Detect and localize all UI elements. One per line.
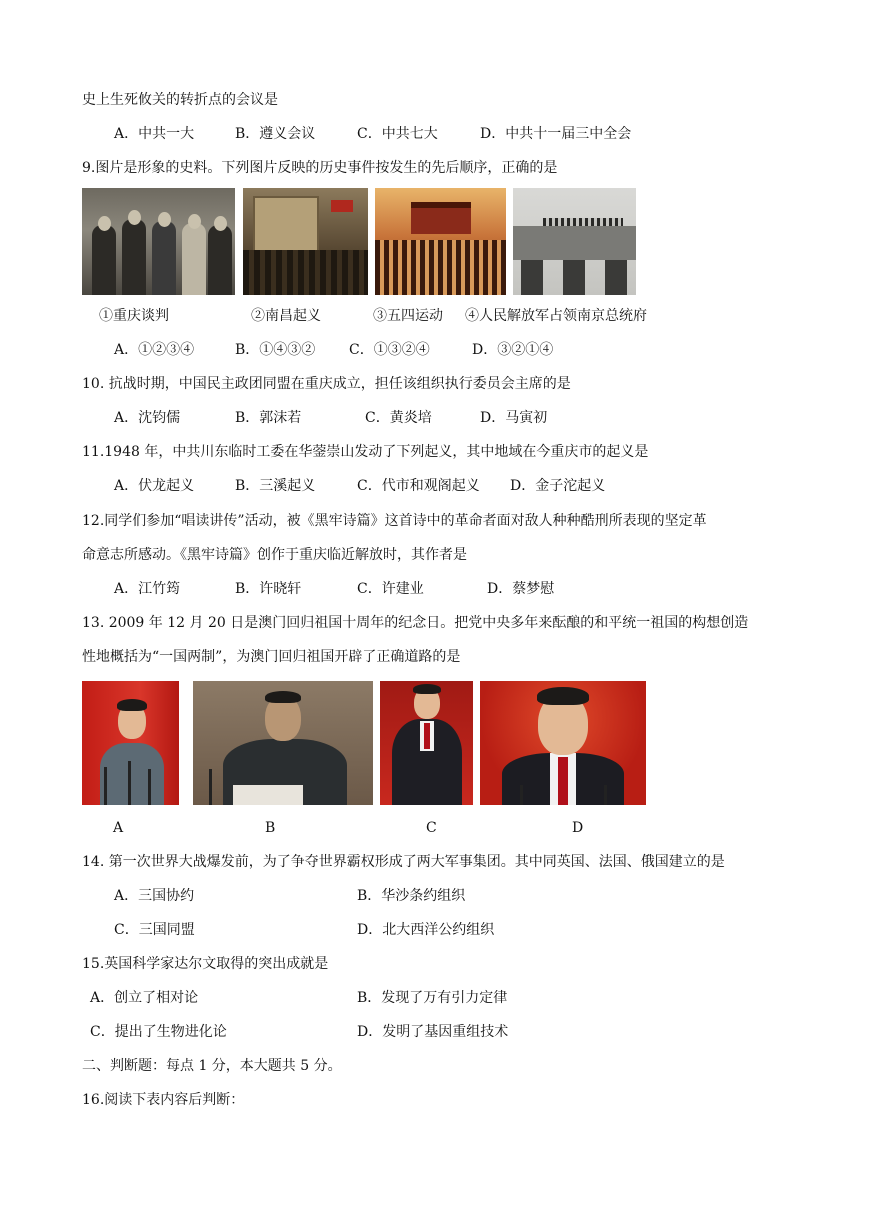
q10-option-b: B．郭沫若 [235, 410, 302, 426]
nanchang-uprising-painting [243, 188, 368, 295]
q12-option-d: D．蔡梦慰 [487, 581, 555, 597]
q10-option-c: C．黄炎培 [365, 410, 432, 426]
q9-caption-3: ③五四运动 [373, 308, 443, 324]
q14-stem: 14. 第一次世界大战爆发前，为了争夺世界霸权形成了两大军事集团。其中同英国、法国、俄国建立的是 [82, 854, 725, 870]
q13-caption-a: A [113, 820, 124, 836]
q10-option-d: D．马寅初 [480, 410, 548, 426]
q15-option-c: C．提出了生物进化论 [90, 1024, 227, 1040]
q11-option-d: D．金子沱起义 [510, 478, 606, 494]
section2-heading: 二、判断题：每点 1 分，本大题共 5 分。 [82, 1058, 342, 1074]
portrait-d-photo [480, 681, 646, 805]
q8-option-a: A．中共一大 [114, 126, 195, 142]
q9-caption-1: ①重庆谈判 [99, 308, 169, 324]
q12-option-c: C．许建业 [357, 581, 424, 597]
q8-option-b: B．遵义会议 [235, 126, 316, 142]
portrait-b-photo [193, 681, 373, 805]
q15-stem: 15.英国科学家达尔文取得的突出成就是 [82, 956, 329, 972]
may-fourth-movement-painting [375, 188, 506, 295]
q15-option-b: B．发现了万有引力定律 [357, 990, 508, 1006]
q13-caption-b: B [265, 820, 276, 836]
q9-option-d: D．③②①④ [472, 342, 554, 358]
q14-option-a: A．三国协约 [114, 888, 195, 904]
q14-option-c: C．三国同盟 [114, 922, 195, 938]
q12-stem-line1: 12.同学们参加“唱读讲传”活动，被《黑牢诗篇》这首诗中的革命者面对敌人种种酷刑所表现的坚定革 [82, 513, 707, 529]
pla-nanjing-presidential-palace-photo [513, 188, 636, 295]
q14-option-b: B．华沙条约组织 [357, 888, 466, 904]
q9-stem: 9.图片是形象的史料。下列图片反映的历史事件按发生的先后顺序，正确的是 [82, 160, 558, 176]
portrait-c-photo [380, 681, 473, 805]
q9-option-a: A．①②③④ [114, 342, 195, 358]
q16-stem: 16.阅读下表内容后判断： [82, 1092, 245, 1108]
q13-caption-c: C [426, 820, 437, 836]
chongqing-negotiation-photo [82, 188, 235, 295]
q10-stem: 10. 抗战时期，中国民主政团同盟在重庆成立，担任该组织执行委员会主席的是 [82, 376, 571, 392]
q8-option-c: C．中共七大 [357, 126, 438, 142]
q12-stem-line2: 命意志所感动。《黑牢诗篇》创作于重庆临近解放时，其作者是 [82, 547, 467, 563]
q15-option-d: D．发明了基因重组技术 [357, 1024, 509, 1040]
q10-option-a: A．沈钧儒 [114, 410, 181, 426]
portrait-a-photo [82, 681, 179, 805]
q13-stem-line2: 性地概括为“一国两制”，为澳门回归祖国开辟了正确道路的是 [82, 649, 461, 665]
q12-option-b: B．许晓轩 [235, 581, 302, 597]
q9-option-c: C．①③②④ [349, 342, 430, 358]
q11-option-a: A．伏龙起义 [114, 478, 195, 494]
q11-option-c: C．代市和观阁起义 [357, 478, 480, 494]
q15-option-a: A．创立了相对论 [90, 990, 199, 1006]
q9-caption-2: ②南昌起义 [251, 308, 321, 324]
q11-option-b: B．三溪起义 [235, 478, 316, 494]
q12-option-a: A．江竹筠 [114, 581, 181, 597]
q9-caption-4: ④人民解放军占领南京总统府 [465, 308, 647, 324]
q13-stem-line1: 13. 2009 年 12 月 20 日是澳门回归祖国十周年的纪念日。把党中央多年来酝酿的和平统一祖国的构想创造 [82, 615, 749, 631]
q9-option-b: B．①④③② [235, 342, 316, 358]
q14-option-d: D．北大西洋公约组织 [357, 922, 495, 938]
q11-stem: 11.1948 年，中共川东临时工委在华蓥崇山发动了下列起义，其中地域在今重庆市的起义是 [82, 444, 649, 460]
q13-caption-d: D [572, 820, 584, 836]
q8-option-d: D．中共十一届三中全会 [480, 126, 632, 142]
q8-stem-tail: 史上生死攸关的转折点的会议是 [82, 92, 278, 108]
